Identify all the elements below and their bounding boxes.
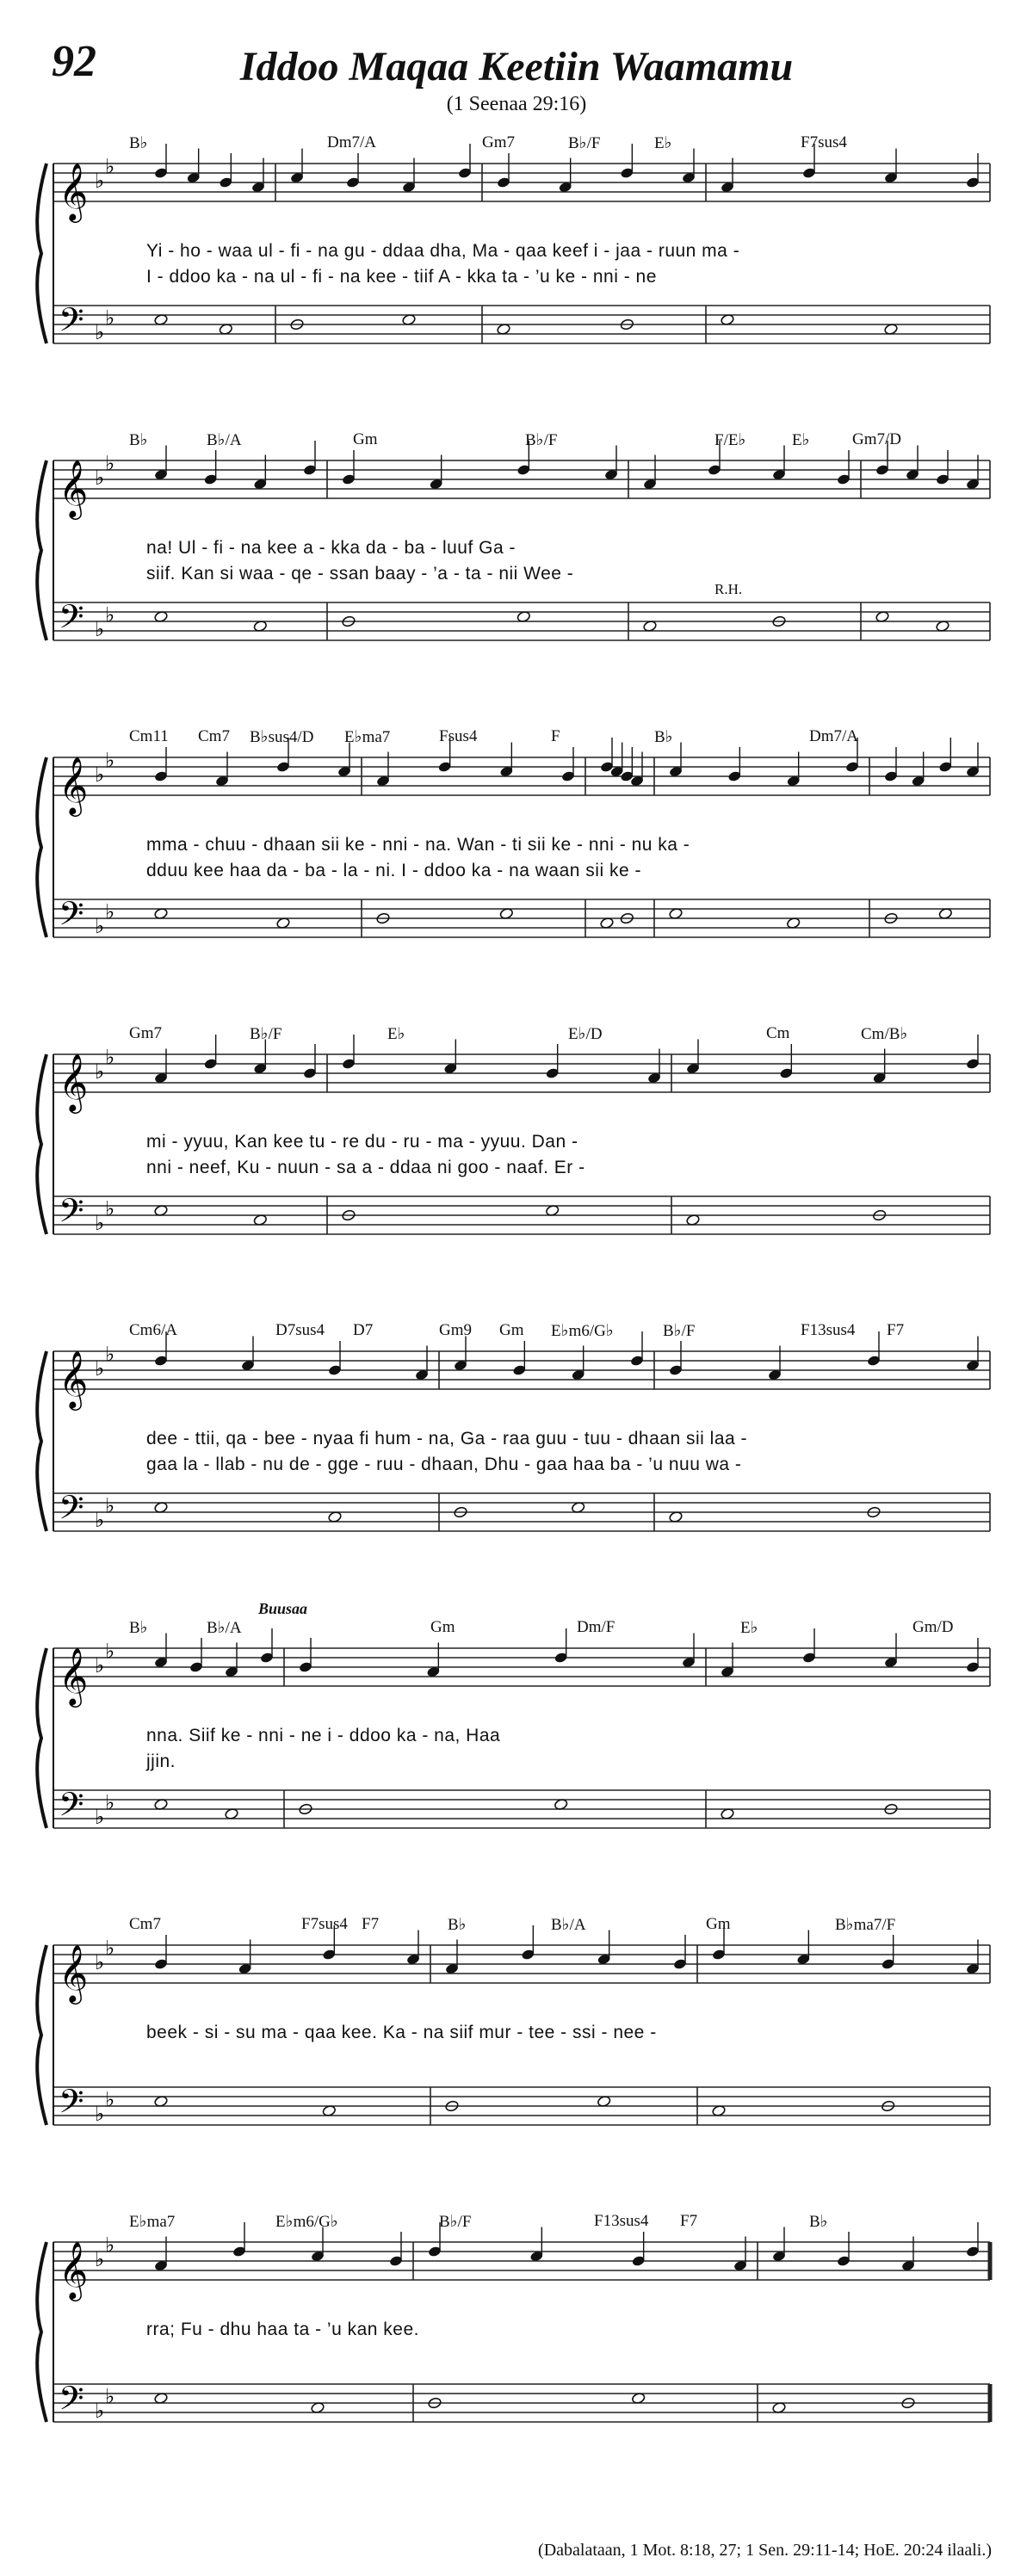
chord-symbol: D7 <box>353 1321 374 1339</box>
lyric-verse-2: dduu kee haa da - ba - la - ni. I - ddoo ka - na waan sii ke - <box>146 861 641 880</box>
bass-clef-icon: 𝄢 <box>59 1191 84 1238</box>
flat-icon: ♭ <box>105 1639 115 1664</box>
lyric-verse-1: dee - ttii, qa - bee - nyaa fi hum - na, Ga - raa guu - tuu - dhaan sii laa - <box>146 1429 748 1449</box>
flat-icon: ♭ <box>95 2247 105 2271</box>
staff-notation <box>0 2216 1033 2500</box>
flat-icon: ♭ <box>105 306 115 330</box>
flat-icon: ♭ <box>95 617 105 641</box>
flat-icon: ♭ <box>105 2233 115 2258</box>
music-system <box>0 2212 1033 2500</box>
chord-symbol: Fsus4 <box>439 727 478 745</box>
system-brace <box>37 2242 46 2422</box>
flat-icon: ♭ <box>105 748 115 773</box>
flat-icon: ♭ <box>95 1508 105 1532</box>
flat-icon: ♭ <box>95 914 105 938</box>
chord-symbol: F7sus4 <box>301 1915 348 1933</box>
treble-clef-icon: 𝄞 <box>59 162 89 220</box>
chord-symbol: D7sus4 <box>275 1321 325 1339</box>
chord-symbol: Cm11 <box>129 727 169 745</box>
lyric-verse-1: mma - chuu - dhaan sii ke - nni - na. Wan - ti sii ke - nni - nu ka - <box>146 835 690 855</box>
flat-icon: ♭ <box>95 1356 105 1381</box>
treble-clef-icon: 𝄞 <box>59 1350 89 1408</box>
staff-notation <box>0 1919 1033 2203</box>
chord-symbol: Dm/F <box>577 1618 615 1636</box>
lyric-verse-2: jjin. <box>146 1751 176 1771</box>
chord-symbol: Gm <box>430 1618 455 1636</box>
chord-symbol: Dm7/A <box>327 133 376 151</box>
music-system <box>0 1600 1033 1906</box>
lyric-verse-1: Yi - ho - waa ul - fi - na gu - ddaa dha, Ma - qaa keef i - jaa - ruun ma - <box>146 241 740 261</box>
flat-icon: ♭ <box>105 2087 115 2112</box>
flat-icon: ♭ <box>105 1790 115 1815</box>
lyric-verse-1: nna. Siif ke - nni - ne i - ddoo ka - na, Haa <box>146 1726 501 1745</box>
system-brace <box>37 1351 46 1531</box>
flat-icon: ♭ <box>95 1059 105 1084</box>
scripture-reference: (1 Seenaa 29:16) <box>446 93 587 115</box>
flat-icon: ♭ <box>95 763 105 787</box>
chord-symbol: Gm7 <box>482 133 515 151</box>
chord-symbol: B♭ <box>129 1619 148 1637</box>
chord-symbol: F13sus4 <box>801 1321 856 1339</box>
chord-symbol: Cm6/A <box>129 1321 177 1339</box>
flat-icon: ♭ <box>95 1211 105 1235</box>
flat-icon: ♭ <box>95 1805 105 1829</box>
chord-symbol: Gm7/D <box>852 430 901 448</box>
chord-symbol: B♭ <box>654 728 673 746</box>
lyric-verse-1: mi - yyuu, Kan kee tu - re du - ru - ma - yyuu. Dan - <box>146 1132 578 1152</box>
performance-direction: Buusaa <box>258 1600 308 1617</box>
chord-symbol: B♭/A <box>207 1619 242 1637</box>
flat-icon: ♭ <box>105 1342 115 1367</box>
chord-symbol: Gm <box>353 430 378 448</box>
hymn-title: Iddoo Maqaa Keetiin Waamamu <box>239 44 794 90</box>
bass-clef-icon: 𝄢 <box>59 1488 84 1535</box>
flat-icon: ♭ <box>95 1950 105 1974</box>
flat-icon: ♭ <box>95 169 105 193</box>
lyric-verse-1: na! Ul - fi - na kee a - kka da - ba - luuf Ga - <box>146 538 516 558</box>
lyric-verse-1: beek - si - su ma - qaa kee. Ka - na siif mur - tee - ssi - nee - <box>146 2023 657 2042</box>
chord-symbol: F7 <box>680 2212 698 2230</box>
chord-symbol: E♭ <box>792 431 810 449</box>
treble-clef-icon: 𝄞 <box>59 1646 89 1705</box>
chord-symbol: B♭/F <box>568 134 601 152</box>
chord-symbol: F7 <box>362 1915 380 1933</box>
bass-clef-icon: 𝄢 <box>59 2082 84 2128</box>
chord-symbol: E♭ <box>387 1025 405 1043</box>
music-system <box>0 1024 1033 1313</box>
flat-icon: ♭ <box>105 1493 115 1518</box>
flat-icon: ♭ <box>105 1936 115 1961</box>
chord-symbol: Gm <box>499 1321 524 1339</box>
chord-symbol: E♭ <box>740 1619 758 1637</box>
treble-clef-icon: 𝄞 <box>59 2240 89 2299</box>
bass-clef-icon: 𝄢 <box>59 597 84 644</box>
chord-symbol: E♭ma7 <box>129 2213 176 2231</box>
chord-symbol: E♭ma7 <box>344 728 391 746</box>
chord-symbol: B♭ <box>129 431 148 449</box>
chord-symbol: Cm7 <box>198 727 230 745</box>
chord-symbol: E♭m6/G♭ <box>551 1322 614 1340</box>
treble-clef-icon: 𝄞 <box>59 1053 89 1111</box>
flat-icon: ♭ <box>95 2102 105 2126</box>
flat-icon: ♭ <box>95 2399 105 2423</box>
flat-icon: ♭ <box>105 2384 115 2409</box>
lyric-verse-2: I - ddoo ka - na ul - fi - na kee - tiif A - kka ta - ’u ke - nni - ne <box>146 267 657 287</box>
performance-direction: R.H. <box>714 581 743 597</box>
music-system <box>0 1915 1033 2203</box>
music-system <box>0 1321 1033 1609</box>
chord-symbol: Gm7 <box>129 1024 162 1042</box>
flat-icon: ♭ <box>105 451 115 476</box>
flat-icon: ♭ <box>105 602 115 627</box>
chord-symbol: Cm <box>766 1024 790 1042</box>
flat-icon: ♭ <box>105 1045 115 1070</box>
music-system <box>0 133 1033 422</box>
music-system <box>0 430 1033 719</box>
flat-icon: ♭ <box>95 466 105 490</box>
flat-icon: ♭ <box>95 1653 105 1677</box>
flat-icon: ♭ <box>105 154 115 179</box>
footnote: (Dabalataan, 1 Mot. 8:18, 27; 1 Sen. 29:11-14; HoE. 20:24 ilaali.) <box>538 2541 992 2560</box>
chord-symbol: B♭sus4/D <box>250 728 314 746</box>
chord-symbol: Gm/D <box>912 1618 954 1636</box>
chord-symbol: B♭ <box>129 134 148 152</box>
chord-symbol: B♭/F <box>439 2213 472 2231</box>
chord-symbol: Cm/B♭ <box>861 1025 908 1043</box>
flat-icon: ♭ <box>105 1196 115 1221</box>
flat-icon: ♭ <box>95 320 105 344</box>
lyric-verse-2: gaa la - llab - nu de - gge - ruu - dhaan, Dhu - gaa haa ba - ’u nuu wa - <box>146 1455 742 1474</box>
system-brace <box>37 1945 46 2125</box>
system-brace <box>37 460 46 640</box>
flat-icon: ♭ <box>105 899 115 924</box>
bass-clef-icon: 𝄢 <box>59 1785 84 1832</box>
chord-symbol: B♭ <box>809 2213 828 2231</box>
chord-symbol: F13sus4 <box>594 2212 649 2230</box>
lyric-verse-2: nni - neef, Ku - nuun - sa a - ddaa ni goo - naaf. Er - <box>146 1158 585 1177</box>
chord-symbol: E♭ <box>654 134 672 152</box>
chord-symbol: E♭m6/G♭ <box>275 2213 338 2231</box>
chord-symbol: F7 <box>887 1321 905 1339</box>
chord-symbol: Cm7 <box>129 1915 161 1933</box>
chord-symbol: B♭/A <box>551 1916 586 1934</box>
bass-clef-icon: 𝄢 <box>59 894 84 941</box>
chord-symbol: Gm9 <box>439 1321 472 1339</box>
chord-symbol: Dm7/A <box>809 727 858 745</box>
treble-clef-icon: 𝄞 <box>59 756 89 814</box>
lyric-verse-2: siif. Kan si waa - qe - ssan baay - ’a - ta - nii Wee - <box>146 564 574 584</box>
treble-clef-icon: 𝄞 <box>59 1943 89 2002</box>
bass-clef-icon: 𝄢 <box>59 2379 84 2425</box>
chord-symbol: B♭/F <box>250 1025 282 1043</box>
lyric-verse-1: rra; Fu - dhu haa ta - ’u kan kee. <box>146 2320 419 2339</box>
music-system <box>0 727 1033 1016</box>
chord-symbol: E♭/D <box>568 1025 603 1043</box>
chord-symbol: B♭ <box>448 1916 467 1934</box>
system-brace <box>37 757 46 937</box>
bass-clef-icon: 𝄢 <box>59 300 84 347</box>
chord-symbol: B♭/A <box>207 431 242 449</box>
system-brace <box>37 1648 46 1828</box>
chord-symbol: F/E♭ <box>714 431 746 449</box>
system-brace <box>37 164 46 343</box>
treble-clef-icon: 𝄞 <box>59 459 89 517</box>
chord-symbol: B♭/F <box>525 431 558 449</box>
chord-symbol: F <box>551 727 560 745</box>
chord-symbol: B♭ma7/F <box>835 1916 896 1934</box>
hymn-number: 92 <box>52 37 96 86</box>
chord-symbol: B♭/F <box>663 1322 696 1340</box>
chord-symbol: Gm <box>706 1915 731 1933</box>
system-brace <box>37 1054 46 1234</box>
chord-symbol: F7sus4 <box>801 133 847 151</box>
